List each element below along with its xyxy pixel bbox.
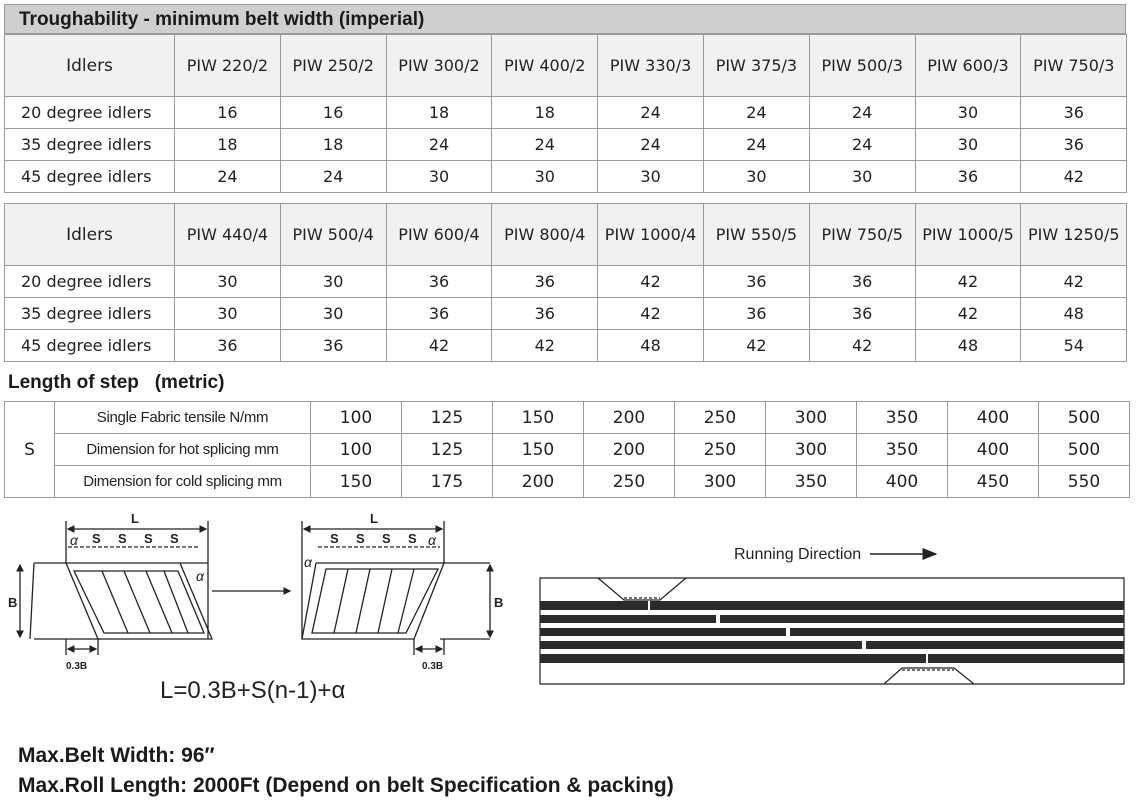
column-header: PIW 1000/4: [598, 204, 704, 266]
table-cell: 100: [311, 402, 402, 434]
table-cell: 48: [598, 330, 704, 362]
table-cell: 24: [175, 161, 281, 193]
troughability-table-1: [4, 34, 1127, 193]
left-dim-alpha: α: [70, 532, 78, 548]
right-dim-alpha-2: α: [304, 554, 312, 570]
column-header: PIW 500/4: [280, 204, 386, 266]
left-splice-drawing: [20, 521, 290, 655]
table-row: [5, 466, 1130, 498]
max-belt-width: Max.Belt Width: 96″: [18, 744, 215, 767]
row-label: Single Fabric tensile N/mm: [55, 402, 311, 434]
step-title: Length of step: [8, 372, 139, 393]
column-header: PIW 750/3: [1021, 35, 1127, 97]
table-cell: 150: [493, 434, 584, 466]
table-row: [5, 266, 1127, 298]
column-header: PIW 1000/5: [915, 204, 1021, 266]
table-cell: 18: [280, 129, 386, 161]
table-cell: 175: [402, 466, 493, 498]
table-cell: 36: [386, 266, 492, 298]
table-cell: 300: [766, 434, 857, 466]
table-cell: 250: [675, 434, 766, 466]
table-cell: 500: [1039, 402, 1130, 434]
column-header: PIW 1250/5: [1021, 204, 1127, 266]
table-row: [5, 402, 1130, 434]
table-cell: 250: [675, 402, 766, 434]
table-header-row: [5, 204, 1127, 266]
right-dim-03B: 0.3B: [422, 661, 444, 672]
table-cell: 400: [948, 434, 1039, 466]
splice-formula: L=0.3B+S(n-1)+α: [160, 677, 346, 704]
table-cell: 24: [492, 129, 598, 161]
troughability-table-2: [4, 203, 1127, 362]
idlers-header: Idlers: [5, 35, 175, 97]
table-header-row: [5, 35, 1127, 97]
running-direction-label: Running Direction: [734, 546, 862, 563]
column-header: PIW 550/5: [703, 204, 809, 266]
right-dim-S2: S: [356, 531, 365, 546]
table-cell: 42: [1021, 161, 1127, 193]
table-row: [5, 434, 1130, 466]
table-cell: 350: [857, 402, 948, 434]
table-cell: 24: [598, 97, 704, 129]
right-dim-alpha: α: [428, 532, 436, 548]
step-unit: (metric): [154, 372, 225, 393]
table-cell: 24: [703, 129, 809, 161]
table-cell: 36: [386, 298, 492, 330]
table-cell: 125: [402, 434, 493, 466]
table-cell: 24: [703, 97, 809, 129]
table-cell: 30: [598, 161, 704, 193]
table-cell: 500: [1039, 434, 1130, 466]
table-cell: 42: [1021, 266, 1127, 298]
step-group-label: S: [5, 402, 55, 498]
step-section-title: [8, 372, 224, 394]
column-header: PIW 300/2: [386, 35, 492, 97]
table-cell: 36: [492, 298, 598, 330]
table-cell: 54: [1021, 330, 1127, 362]
table-cell: 42: [598, 298, 704, 330]
table-cell: 350: [857, 434, 948, 466]
table-cell: 550: [1039, 466, 1130, 498]
table-cell: 250: [584, 466, 675, 498]
row-label: Dimension for hot splicing mm: [55, 434, 311, 466]
table-cell: 30: [915, 97, 1021, 129]
belt-layers-diagram: [528, 538, 1132, 690]
table-cell: 300: [675, 466, 766, 498]
table-cell: 42: [915, 298, 1021, 330]
table-cell: 36: [492, 266, 598, 298]
table-cell: 36: [703, 298, 809, 330]
column-header: PIW 750/5: [809, 204, 915, 266]
row-label: Dimension for cold splicing mm: [55, 466, 311, 498]
table-cell: 30: [492, 161, 598, 193]
splice-diagram: [0, 505, 520, 725]
table-row: [5, 97, 1127, 129]
left-dim-S2: S: [118, 531, 127, 546]
table-cell: 30: [915, 129, 1021, 161]
table-cell: 18: [175, 129, 281, 161]
idlers-header: Idlers: [5, 204, 175, 266]
table-cell: 18: [386, 97, 492, 129]
row-label: 35 degree idlers: [5, 129, 175, 161]
table-cell: 42: [809, 330, 915, 362]
table-cell: 48: [1021, 298, 1127, 330]
table-cell: 16: [280, 97, 386, 129]
table-cell: 24: [809, 97, 915, 129]
table-cell: 36: [175, 330, 281, 362]
table-cell: 400: [857, 466, 948, 498]
table-cell: 42: [915, 266, 1021, 298]
table-cell: 42: [492, 330, 598, 362]
table-cell: 24: [809, 129, 915, 161]
row-label: 35 degree idlers: [5, 298, 175, 330]
table-cell: 400: [948, 402, 1039, 434]
table-cell: 42: [386, 330, 492, 362]
table-cell: 48: [915, 330, 1021, 362]
table-cell: 24: [386, 129, 492, 161]
left-dim-B: B: [8, 595, 18, 610]
left-dim-S3: S: [144, 531, 153, 546]
table-cell: 36: [703, 266, 809, 298]
column-header: PIW 220/2: [175, 35, 281, 97]
right-dim-B: B: [494, 595, 504, 610]
table-cell: 24: [280, 161, 386, 193]
row-label: 20 degree idlers: [5, 266, 175, 298]
row-label: 45 degree idlers: [5, 161, 175, 193]
table-cell: 30: [280, 266, 386, 298]
right-dim-S3: S: [382, 531, 391, 546]
table-cell: 200: [493, 466, 584, 498]
table-cell: 150: [493, 402, 584, 434]
column-header: PIW 600/4: [386, 204, 492, 266]
column-header: PIW 375/3: [703, 35, 809, 97]
table-cell: 300: [766, 402, 857, 434]
table-cell: 24: [598, 129, 704, 161]
table-cell: 36: [1021, 129, 1127, 161]
table-row: [5, 129, 1127, 161]
table-cell: 30: [280, 298, 386, 330]
table-cell: 36: [809, 266, 915, 298]
max-roll-length: Max.Roll Length: 2000Ft (Depend on belt Specification & packing): [18, 774, 674, 797]
row-label: 20 degree idlers: [5, 97, 175, 129]
table-cell: 450: [948, 466, 1039, 498]
column-header: PIW 800/4: [492, 204, 598, 266]
row-label: 45 degree idlers: [5, 330, 175, 362]
table-cell: 200: [584, 434, 675, 466]
left-dim-03B: 0.3B: [66, 661, 88, 672]
table-cell: 100: [311, 434, 402, 466]
table-cell: 36: [915, 161, 1021, 193]
right-dim-L: L: [370, 511, 378, 526]
column-header: PIW 330/3: [598, 35, 704, 97]
table-row: [5, 298, 1127, 330]
table-row: [5, 161, 1127, 193]
table-cell: 42: [598, 266, 704, 298]
table-row: [5, 330, 1127, 362]
table-cell: 125: [402, 402, 493, 434]
table-cell: 36: [809, 298, 915, 330]
table-cell: 16: [175, 97, 281, 129]
column-header: PIW 400/2: [492, 35, 598, 97]
left-dim-alpha-2: α: [196, 568, 204, 584]
table-cell: 200: [584, 402, 675, 434]
column-header: PIW 600/3: [915, 35, 1021, 97]
right-dim-S4: S: [408, 531, 417, 546]
column-header: PIW 250/2: [280, 35, 386, 97]
table-cell: 18: [492, 97, 598, 129]
table-cell: 350: [766, 466, 857, 498]
right-dim-S1: S: [330, 531, 339, 546]
left-dim-L: L: [131, 511, 139, 526]
step-table: [4, 401, 1130, 498]
table-cell: 30: [175, 266, 281, 298]
table-title: Troughability - minimum belt width (imperial): [4, 4, 1126, 34]
table-cell: 30: [809, 161, 915, 193]
table-cell: 30: [175, 298, 281, 330]
table-cell: 36: [280, 330, 386, 362]
left-dim-S4: S: [170, 531, 179, 546]
column-header: PIW 500/3: [809, 35, 915, 97]
table-cell: 42: [703, 330, 809, 362]
table-cell: 36: [1021, 97, 1127, 129]
table-cell: 30: [703, 161, 809, 193]
left-dim-S1: S: [92, 531, 101, 546]
column-header: PIW 440/4: [175, 204, 281, 266]
table-cell: 30: [386, 161, 492, 193]
table-cell: 150: [311, 466, 402, 498]
